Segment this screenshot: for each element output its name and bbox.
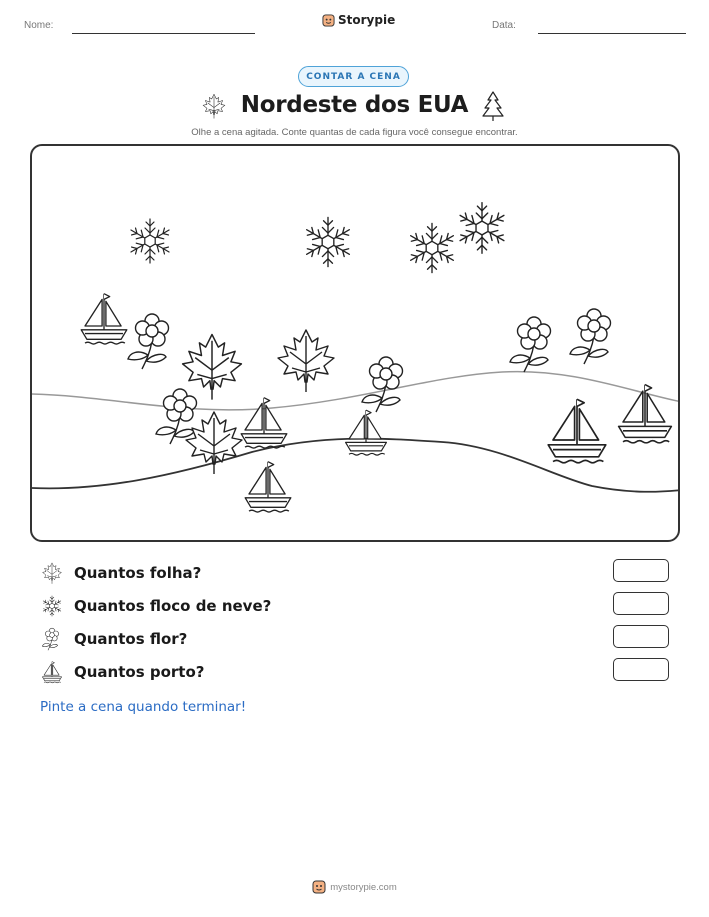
footer-url[interactable]: mystorypie.com — [330, 881, 397, 893]
maple-leaf — [186, 412, 242, 474]
question-text: Quantos flor? — [74, 630, 188, 648]
activity-badge: CONTAR A CENA — [298, 66, 409, 87]
flower — [570, 309, 611, 364]
pine-tree-icon — [480, 90, 506, 122]
sailboat — [81, 294, 127, 344]
question-sailboat — [40, 660, 204, 684]
snowflake — [408, 223, 456, 272]
sailboat — [245, 462, 291, 512]
brand-logo — [322, 13, 395, 27]
sailboat — [241, 398, 287, 448]
question-leaf — [40, 561, 201, 585]
flower-icon — [40, 627, 64, 651]
page-title: Nordeste dos EUA — [240, 92, 469, 118]
maple-leaf — [278, 330, 334, 392]
snowflake — [128, 219, 171, 263]
question-flower — [40, 627, 187, 651]
date-label: Data: — [492, 20, 516, 31]
answer-box-leaf[interactable] — [613, 559, 669, 582]
scene-illustration — [32, 146, 680, 542]
flower — [156, 389, 197, 444]
coloring-note: Pinte a cena quando terminar! — [40, 699, 247, 715]
maple-leaf — [183, 335, 242, 400]
sailboat-icon — [40, 660, 64, 684]
sailboat — [346, 410, 387, 455]
leaf-icon — [40, 561, 64, 585]
snowflake — [304, 217, 352, 266]
question-text: Quantos floco de neve? — [74, 597, 272, 615]
name-line[interactable] — [72, 33, 255, 34]
question-snowflake — [40, 594, 271, 618]
instructions: Olhe a cena agitada. Conte quantas de cada figura você consegue encontrar. — [191, 127, 518, 138]
storypie-mascot-icon — [322, 14, 335, 27]
date-line[interactable] — [538, 33, 686, 34]
brand-name: Storypie — [338, 13, 396, 27]
snowflake — [457, 203, 507, 254]
answer-box-flower[interactable] — [613, 625, 669, 648]
sailboat — [619, 385, 672, 443]
question-text: Quantos porto? — [74, 663, 205, 681]
snowflake-icon — [40, 594, 64, 618]
answer-box-snowflake[interactable] — [613, 592, 669, 615]
counting-scene — [30, 144, 680, 542]
storypie-mascot-icon — [312, 880, 326, 894]
question-text: Quantos folha? — [74, 564, 202, 582]
sailboat — [548, 399, 606, 463]
name-label: Nome: — [24, 20, 54, 31]
answer-box-sailboat[interactable] — [613, 658, 669, 681]
flower — [362, 357, 403, 412]
footer — [0, 880, 709, 894]
flower — [510, 317, 551, 372]
flower — [128, 314, 169, 369]
